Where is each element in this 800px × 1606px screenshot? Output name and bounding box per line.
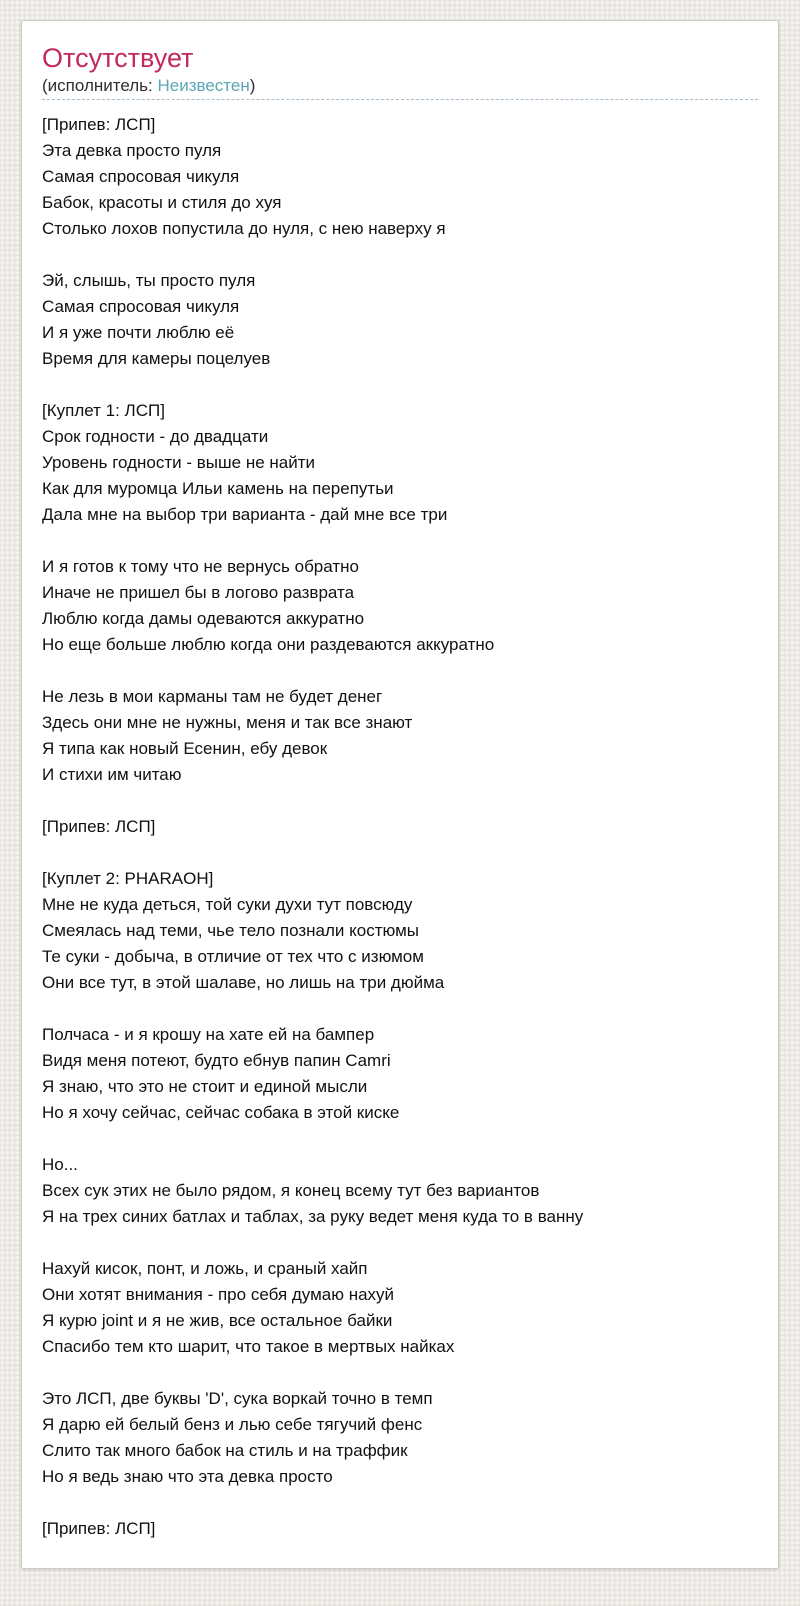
- lyrics-stanza: [42, 1386, 758, 1490]
- lyrics-line: Я типа как новый Есенин, ебу девок: [42, 739, 328, 758]
- lyrics-line: Мне не куда деться, той суки духи тут повсюду: [42, 895, 413, 914]
- lyrics-line: И я уже почти люблю её: [42, 323, 235, 342]
- lyrics-stanza: [42, 684, 758, 788]
- lyrics-stanza: [42, 268, 758, 372]
- lyrics-text: [42, 112, 758, 1542]
- lyrics-line: Спасибо тем кто шарит, что такое в мертвых найках: [42, 1337, 455, 1356]
- lyrics-line: [Куплет 2: PHARAOH]: [42, 869, 214, 888]
- lyrics-line: Люблю когда дамы одеваются аккуратно: [42, 609, 365, 628]
- lyrics-line: Эта девка просто пуля: [42, 141, 222, 160]
- lyrics-stanza: [42, 1152, 758, 1230]
- lyrics-line: Но еще больше люблю когда они раздеваются аккуратно: [42, 635, 495, 654]
- lyrics-line: Не лезь в мои карманы там не будет денег: [42, 687, 383, 706]
- lyrics-line: Я дарю ей белый бенз и лью себе тягучий фенс: [42, 1415, 423, 1434]
- lyrics-line: Они хотят внимания - про себя думаю нахуй: [42, 1285, 395, 1304]
- lyrics-line: Это ЛСП, две буквы 'D', сука воркай точно в темп: [42, 1389, 433, 1408]
- lyrics-line: Полчаса - и я крошу на хате ей на бампер: [42, 1025, 375, 1044]
- lyrics-line: Время для камеры поцелуев: [42, 349, 271, 368]
- lyrics-stanza: [42, 866, 758, 996]
- lyrics-line: Срок годности - до двадцати: [42, 427, 269, 446]
- artist-label-suffix: ): [249, 76, 256, 95]
- lyrics-stanza: [42, 1256, 758, 1360]
- lyrics-line: Я знаю, что это не стоит и единой мысли: [42, 1077, 368, 1096]
- lyrics-line: Самая спросовая чикуля: [42, 297, 240, 316]
- song-title: Отсутствует: [42, 43, 194, 73]
- lyrics-line: Я курю joint и я не жив, все остальное байки: [42, 1311, 393, 1330]
- lyrics-line: Уровень годности - выше не найти: [42, 453, 316, 472]
- lyrics-line: Но...: [42, 1155, 78, 1174]
- lyrics-line: Бабок, красоты и стиля до хуя: [42, 193, 282, 212]
- lyrics-stanza: [42, 1516, 758, 1542]
- lyrics-line: Я на трех синих батлах и таблах, за руку ведет меня куда то в ванну: [42, 1207, 584, 1226]
- artist-label-prefix: (исполнитель:: [42, 76, 158, 95]
- lyrics-line: Как для муромца Ильи камень на перепутьи: [42, 479, 394, 498]
- lyrics-line: И стихи им читаю: [42, 765, 182, 784]
- lyrics-stanza: [42, 398, 758, 528]
- lyrics-line: Самая спросовая чикуля: [42, 167, 240, 186]
- lyrics-line: Всех сук этих не было рядом, я конец всему тут без вариантов: [42, 1181, 540, 1200]
- lyrics-line: [Куплет 1: ЛСП]: [42, 401, 165, 420]
- lyrics-line: Видя меня потеют, будто ебнув папин Camri: [42, 1051, 391, 1070]
- lyrics-line: Иначе не пришел бы в логово разврата: [42, 583, 355, 602]
- page-background: [0, 20, 800, 1606]
- lyrics-line: Здесь они мне не нужны, меня и так все знают: [42, 713, 413, 732]
- lyrics-line: Столько лохов попустила до нуля, с нею наверху я: [42, 219, 446, 238]
- lyrics-card: [21, 20, 779, 1569]
- lyrics-stanza: [42, 1022, 758, 1126]
- lyrics-line: Но я хочу сейчас, сейчас собака в этой киске: [42, 1103, 400, 1122]
- lyrics-line: Те суки - добыча, в отличие от тех что с изюмом: [42, 947, 424, 966]
- lyrics-line: [Припев: ЛСП]: [42, 1519, 156, 1538]
- lyrics-stanza: [42, 554, 758, 658]
- lyrics-line: Эй, слышь, ты просто пуля: [42, 271, 256, 290]
- artist-link[interactable]: Неизвестен: [157, 76, 250, 95]
- lyrics-line: Дала мне на выбор три варианта - дай мне все три: [42, 505, 448, 524]
- lyrics-line: Слито так много бабок на стиль и на траффик: [42, 1441, 408, 1460]
- lyrics-line: [Припев: ЛСП]: [42, 115, 156, 134]
- lyrics-line: И я готов к тому что не вернусь обратно: [42, 557, 359, 576]
- lyrics-line: Нахуй кисок, понт, и ложь, и сраный хайп: [42, 1259, 368, 1278]
- lyrics-line: Они все тут, в этой шалаве, но лишь на три дюйма: [42, 973, 445, 992]
- artist-line: [42, 75, 758, 100]
- lyrics-stanza: [42, 112, 758, 242]
- lyrics-line: Но я ведь знаю что эта девка просто: [42, 1467, 333, 1486]
- lyrics-stanza: [42, 814, 758, 840]
- lyrics-line: [Припев: ЛСП]: [42, 817, 156, 836]
- lyrics-line: Смеялась над теми, чье тело познали костюмы: [42, 921, 419, 940]
